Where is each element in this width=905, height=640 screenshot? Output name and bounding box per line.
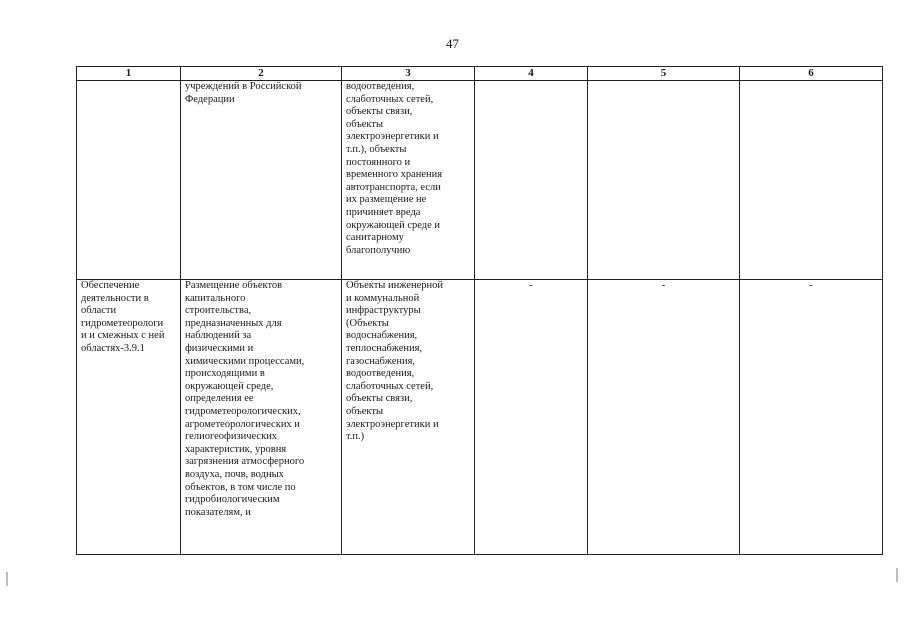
cell-col-4: - — [475, 280, 588, 555]
column-header-4: 4 — [475, 67, 588, 81]
column-header-2: 2 — [181, 67, 342, 81]
cell-col-6: - — [740, 280, 883, 555]
cell-use-type: Обеспечение деятельности в области гидрометеорологи и и смежных с ней областях-3.9.1 — [77, 280, 181, 555]
cell-permitted-objects: Объекты инженерной и коммунальной инфраструктуры (Объекты водоснабжения, теплоснабжения, газоснабжения, водоотведения, слаботочных сетей, объекты связи, объекты электроэнергетики и т.п.) — [342, 280, 475, 555]
cell-permitted-objects: водоотведения, слаботочных сетей, объекты связи, объекты электроэнергетики и т.п.), объекты постоянного и временного хранения автотранспорта, если их размещение не причиняет вреда окружающей среде и санитарному благополучию — [342, 81, 475, 280]
cell-col-4 — [475, 81, 588, 280]
column-header-5: 5 — [588, 67, 740, 81]
land-use-table — [76, 66, 883, 555]
cell-col-5 — [588, 81, 740, 280]
scan-margin-mark-left — [6, 572, 8, 586]
cell-col-5: - — [588, 280, 740, 555]
table-row — [77, 81, 883, 280]
cell-col-6 — [740, 81, 883, 280]
cell-description: Размещение объектов капитального строительства, предназначенных для наблюдений за физическими и химическими процессами, происходящими в окружающей среде, определения ее гидрометеорологических, агрометеорологических и гелиогеофизических характеристик, уровня загрязнения атмосферного воздуха, почв, водных объектов, в том числе по гидробиологическим показателям, и — [181, 280, 342, 555]
cell-description: учреждений в Российской Федерации — [181, 81, 342, 280]
table-header-row — [77, 67, 883, 81]
table-row — [77, 280, 883, 555]
scan-margin-mark-right — [896, 568, 898, 582]
cell-use-type — [77, 81, 181, 280]
column-header-6: 6 — [740, 67, 883, 81]
page-number: 47 — [446, 36, 459, 51]
column-header-3: 3 — [342, 67, 475, 81]
column-header-1: 1 — [77, 67, 181, 81]
